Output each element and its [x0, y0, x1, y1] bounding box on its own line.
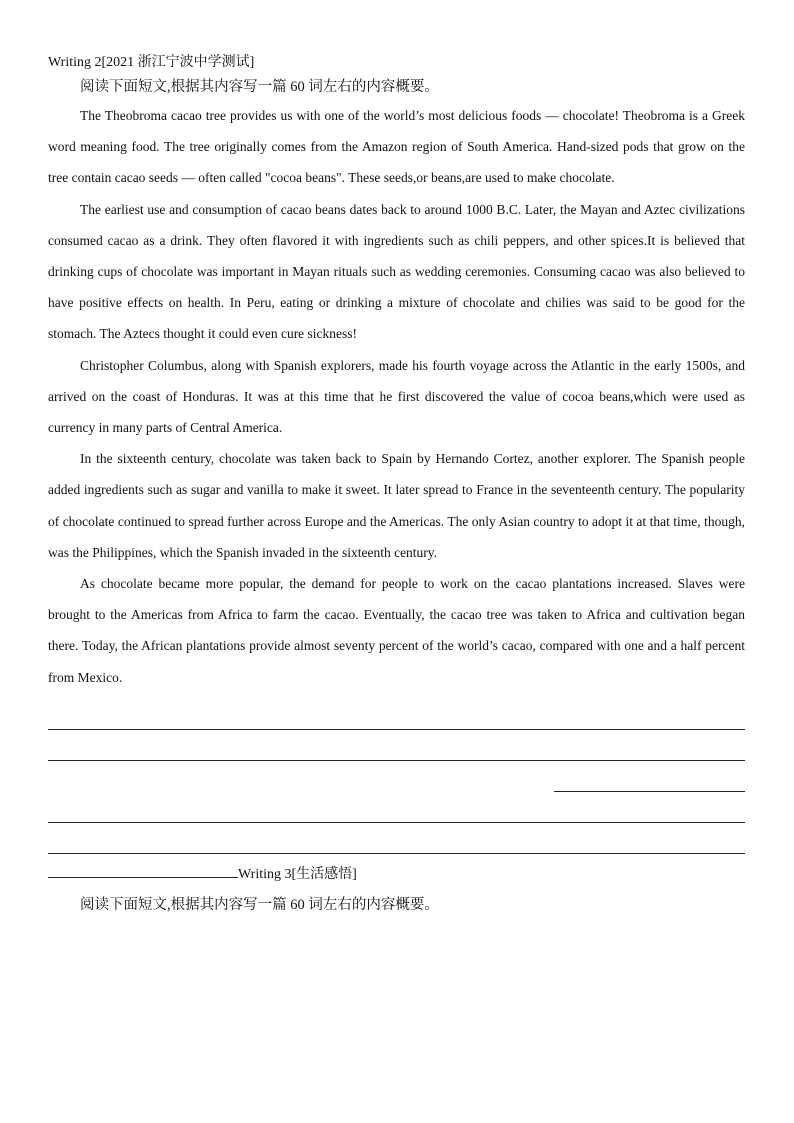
passage-paragraph-4: In the sixteenth century, chocolate was taken back to Spain by Hernando Cortez, another explorer. The Spanish people added ingredients such as sugar and vanilla to make it sweet. It later spread to France in the seventeenth century. The popularity of chocolate continued to spread further across Europe and the Americas. The only Asian country to adopt it at that time, though, was the Philippines, which the Spanish invaded in the sixteenth century. [48, 451, 745, 560]
answer-blank[interactable] [48, 862, 238, 878]
answer-line[interactable] [554, 761, 745, 792]
answer-line[interactable] [48, 730, 745, 761]
section-heading-writing-3-row [48, 862, 745, 886]
passage-paragraph-5: As chocolate became more popular, the demand for people to work on the cacao plantations increased. Slaves were brought to the Americas from Africa to farm the cacao. Eventually, the cacao tree was taken to Africa and cultivation began there. Today, the African plantations provide almost seventy percent of the world’s cacao, compared with one and a half percent from Mexico. [48, 576, 745, 685]
section-heading-writing-3: Writing 3[生活感悟] [238, 866, 357, 882]
instruction-text: 阅读下面短文,根据其内容写一篇 60 词左右的内容概要。 [80, 79, 439, 95]
answer-lines [48, 699, 745, 854]
passage-paragraph-1: The Theobroma cacao tree provides us with one of the world’s most delicious foods — chocolate! Theobroma is a Greek word meaning food. The tree originally comes from the Amazon region of South America. Hand-sized pods that grow on the tree contain cacao seeds — often called "cocoa beans". These seeds,or beans,are used to make chocolate. [48, 108, 745, 186]
answer-line[interactable] [48, 792, 745, 823]
answer-line[interactable] [48, 823, 745, 854]
section-heading-writing-2: Writing 2[2021 浙江宁波中学测试] [48, 55, 255, 70]
answer-line[interactable] [48, 699, 745, 730]
passage-paragraph-2: The earliest use and consumption of cacao beans dates back to around 1000 B.C. Later, the Mayan and Aztec civilizations consumed cacao as a drink. They often flavored it with ingredients such as chili peppers, and other spices.It is believed that drinking cups of chocolate was important in Mayan rituals such as wedding ceremonies. Consuming cacao was also believed to have positive effects on health. In Peru, eating or drinking a mixture of chocolate and chilies was said to be good for the stomach. The Aztecs thought it could even cure sickness! [48, 201, 745, 342]
passage-paragraph-3: Christopher Columbus, along with Spanish explorers, made his fourth voyage across the Atlantic in the early 1500s, and arrived on the coast of Honduras. It was at this time that he first discovered the value of cocoa beans,which were used as currency in many parts of Central America. [48, 357, 745, 436]
instruction-text-2: 阅读下面短文,根据其内容写一篇 60 词左右的内容概要。 [80, 896, 439, 913]
document-page [48, 52, 745, 918]
passage [48, 100, 745, 693]
